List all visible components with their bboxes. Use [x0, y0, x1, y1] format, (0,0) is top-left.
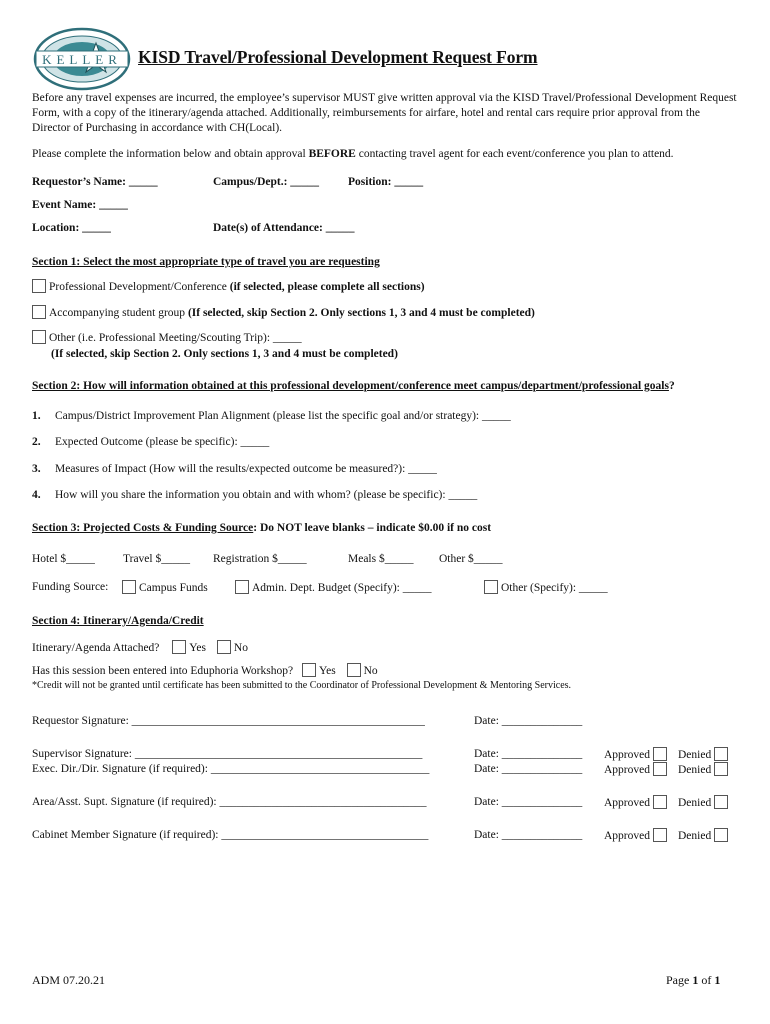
other-source-checkbox[interactable] — [484, 580, 498, 594]
instruction-text-end: contacting travel agent for each event/conference you plan to attend. — [355, 148, 674, 160]
item-number: 4. — [32, 489, 41, 501]
denied-label: Denied — [678, 797, 712, 809]
itinerary-no-checkbox[interactable] — [217, 640, 231, 654]
item-text: How will you share the information you obtain and with whom? (please be specific): _____ — [55, 489, 478, 501]
no-label: No — [233, 642, 248, 654]
location-field[interactable]: Location: _____ — [32, 222, 111, 234]
requestor-name-field[interactable]: Requestor’s Name: _____ — [32, 176, 158, 188]
dates-attendance-field[interactable]: Date(s) of Attendance: _____ — [213, 222, 355, 234]
exec-signature-line[interactable]: Exec. Dir./Dir. Signature (if required): ______________________________________ — [32, 763, 430, 775]
approved-label: Approved — [604, 749, 650, 761]
section2-heading-text: Section 2: How will information obtained at this professional development/conference meet campus/department/professional goals — [32, 380, 669, 392]
yes-label: Yes — [189, 642, 207, 654]
area-denied — [678, 795, 728, 811]
credit-note: *Credit will not be granted until certificate has been submitted to the Coordinator of Professional Development & Mentoring Services. — [32, 680, 572, 691]
item-text: Expected Outcome (please be specific): _____ — [55, 436, 270, 448]
denied-label: Denied — [678, 764, 712, 776]
eduphoria-question — [32, 663, 378, 679]
eduphoria-question-text: Has this session been entered into Eduphoria Workshop? — [32, 665, 294, 677]
hotel-cost-field[interactable]: Hotel $_____ — [32, 553, 95, 565]
student-group-note: (If selected, skip Section 2. Only sections 1, 3 and 4 must be completed) — [187, 307, 535, 319]
supervisor-approved — [604, 747, 667, 763]
approved-label: Approved — [604, 830, 650, 842]
requestor-date-field[interactable]: Date: ______________ — [474, 715, 583, 727]
item-text: Measures of Impact (How will the results/expected outcome be measured?): _____ — [55, 463, 437, 475]
other-checkbox[interactable] — [32, 330, 46, 344]
cabinet-denied — [678, 828, 728, 844]
item-number: 2. — [32, 436, 41, 448]
other-source-option — [484, 580, 608, 596]
exec-approved — [604, 762, 667, 778]
goal-item[interactable] — [32, 435, 269, 450]
itinerary-yes-checkbox[interactable] — [172, 640, 186, 654]
other-label: Other (i.e. Professional Meeting/Scouting Trip): _____ — [49, 332, 302, 344]
pd-note: (if selected, please complete all sections) — [229, 281, 425, 293]
position-field[interactable]: Position: _____ — [348, 176, 424, 188]
area-signature-line[interactable]: Area/Asst. Supt. Signature (if required): ____________________________________ — [32, 796, 427, 808]
other-note: (If selected, skip Section 2. Only sections 1, 3 and 4 must be completed) — [51, 348, 398, 360]
itinerary-question — [32, 640, 248, 656]
section1-option-pd — [32, 279, 425, 295]
instruction-text: Please complete the information below and obtain approval — [32, 148, 309, 160]
intro-paragraph: Before any travel expenses are incurred, the employee’s supervisor MUST give written approval via the KISD Travel/Professional Development Request Form, with a copy of the itinerary/agenda attached. Additionally, reimbursements for airfare, hotel and rental cars require prior approval from the Director of Purchasing in accordance with CH(Local). — [32, 92, 737, 135]
other-source-label: Other (Specify): _____ — [501, 582, 608, 594]
section1-heading: Section 1: Select the most appropriate type of travel you are requesting — [32, 256, 380, 268]
yes-label: Yes — [318, 665, 336, 677]
area-approved — [604, 795, 667, 811]
section2-heading — [32, 379, 675, 394]
item-text: Campus/District Improvement Plan Alignment (please list the specific goal and/or strategy): _____ — [55, 410, 511, 422]
section3-heading — [32, 521, 491, 536]
instruction-paragraph — [32, 147, 738, 162]
supervisor-date-field[interactable]: Date: ______________ — [474, 748, 583, 760]
campus-funds-option — [122, 580, 208, 596]
section3-heading-text: Section 3: Projected Costs & Funding Source — [32, 522, 254, 534]
admin-budget-label: Admin. Dept. Budget (Specify): _____ — [252, 582, 432, 594]
campus-dept-field[interactable]: Campus/Dept.: _____ — [213, 176, 320, 188]
page-current: 1 — [692, 973, 699, 987]
cabinet-approved — [604, 828, 667, 844]
section1-option-other — [32, 330, 302, 346]
denied-checkbox[interactable] — [714, 828, 728, 842]
approved-checkbox[interactable] — [653, 795, 667, 809]
eduphoria-no-checkbox[interactable] — [347, 663, 361, 677]
eduphoria-yes-checkbox[interactable] — [302, 663, 316, 677]
registration-cost-field[interactable]: Registration $_____ — [213, 553, 307, 565]
pd-label: Professional Development/Conference — [49, 281, 230, 293]
cabinet-signature-line[interactable]: Cabinet Member Signature (if required): ____________________________________ — [32, 829, 429, 841]
item-number: 1. — [32, 410, 41, 422]
page-total: 1 — [714, 973, 721, 987]
section4-heading: Section 4: Itinerary/Agenda/Credit — [32, 615, 204, 627]
approved-checkbox[interactable] — [653, 747, 667, 761]
approved-label: Approved — [604, 797, 650, 809]
form-code: ADM 07.20.21 — [32, 973, 106, 987]
no-label: No — [363, 665, 378, 677]
section1-option-student — [32, 305, 535, 321]
denied-checkbox[interactable] — [714, 762, 728, 776]
event-name-field[interactable]: Event Name: _____ — [32, 199, 128, 211]
cabinet-date-field[interactable]: Date: ______________ — [474, 829, 583, 841]
approved-checkbox[interactable] — [653, 762, 667, 776]
exec-date-field[interactable]: Date: ______________ — [474, 763, 583, 775]
other-cost-field[interactable]: Other $_____ — [439, 553, 503, 565]
section2-heading-end: ? — [668, 380, 675, 392]
student-group-checkbox[interactable] — [32, 305, 46, 319]
itinerary-question-text: Itinerary/Agenda Attached? — [32, 642, 160, 654]
page-title: KISD Travel/Professional Development Request Form — [138, 47, 538, 67]
campus-funds-label: Campus Funds — [139, 582, 208, 594]
supervisor-signature-line[interactable]: Supervisor Signature: __________________________________________________ — [32, 748, 423, 760]
meals-cost-field[interactable]: Meals $_____ — [348, 553, 414, 565]
denied-checkbox[interactable] — [714, 747, 728, 761]
page-prefix: Page — [666, 973, 693, 987]
approved-label: Approved — [604, 764, 650, 776]
section3-heading-note: : Do NOT leave blanks – indicate $0.00 if no cost — [253, 522, 492, 534]
goal-item[interactable] — [32, 462, 437, 477]
goal-item[interactable] — [32, 488, 477, 503]
admin-budget-option — [235, 580, 432, 596]
denied-label: Denied — [678, 830, 712, 842]
logo-text: KELLER — [42, 52, 122, 67]
goal-item[interactable] — [32, 409, 511, 424]
student-group-label: Accompanying student group — [49, 307, 188, 319]
requestor-signature-line[interactable]: Requestor Signature: ___________________________________________________ — [32, 715, 425, 727]
pd-checkbox[interactable] — [32, 279, 46, 293]
admin-budget-checkbox[interactable] — [235, 580, 249, 594]
travel-cost-field[interactable]: Travel $_____ — [123, 553, 190, 565]
instruction-bold: BEFORE — [308, 148, 356, 160]
denied-label: Denied — [678, 749, 712, 761]
area-date-field[interactable]: Date: ______________ — [474, 796, 583, 808]
campus-funds-checkbox[interactable] — [122, 580, 136, 594]
supervisor-denied — [678, 747, 728, 763]
funding-source-label: Funding Source: — [32, 581, 109, 593]
kisd-logo — [32, 26, 132, 92]
item-number: 3. — [32, 463, 41, 475]
denied-checkbox[interactable] — [714, 795, 728, 809]
page-of: of — [698, 973, 715, 987]
page-number — [666, 973, 720, 989]
exec-denied — [678, 762, 728, 778]
approved-checkbox[interactable] — [653, 828, 667, 842]
